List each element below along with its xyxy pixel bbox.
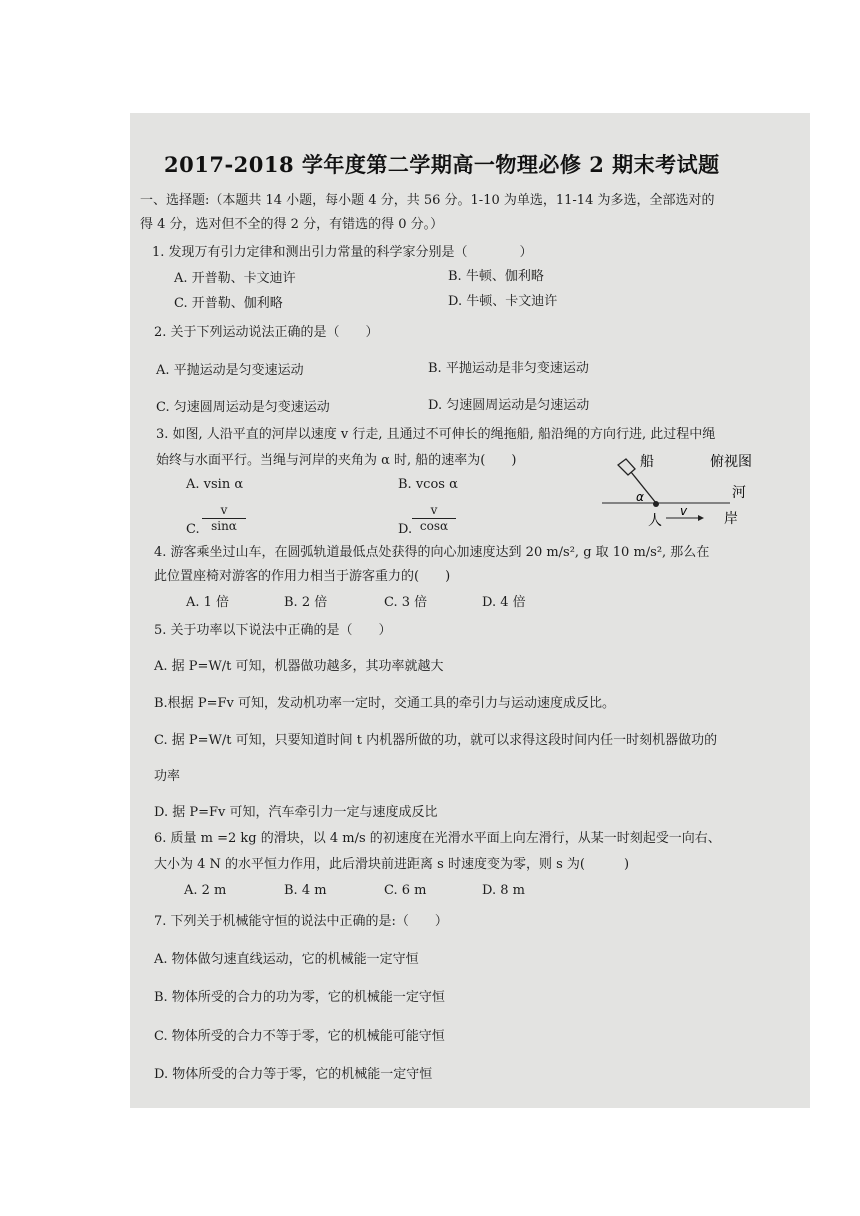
q6-option-a: A. 2 m	[184, 883, 227, 898]
section-instructions-line2: 得 4 分，选对但不全的得 2 分，有错选的得 0 分。）	[140, 217, 444, 232]
q5-option-a: A. 据 P=W/t 可知，机器做功越多，其功率就越大	[154, 659, 444, 674]
q2-stem: 2. 关于下列运动说法正确的是（ ）	[154, 325, 379, 340]
q6-option-c: C. 6 m	[384, 883, 427, 898]
q4-line1: 4. 游客乘坐过山车，在圆弧轨道最低点处获得的向心加速度达到 20 m/s², g 取 10 m/s², 那么在	[154, 545, 710, 560]
q1-stem: 1. 发现万有引力定律和测出引力常量的科学家分别是（ ）	[152, 245, 533, 260]
q2-option-a: A. 平抛运动是匀变速运动	[156, 363, 304, 378]
q4-line2: 此位置座椅对游客的作用力相当于游客重力的( )	[154, 569, 451, 584]
q4-option-a: A. 1 倍	[186, 595, 230, 610]
q1-option-c: C. 开普勒、伽利略	[174, 296, 283, 311]
q1-option-d: D. 牛顿、卡文迪许	[448, 294, 558, 309]
q3-option-d-denominator: cosα	[419, 519, 449, 533]
q6-option-d: D. 8 m	[482, 883, 525, 898]
q7-option-d: D. 物体所受的合力等于零，它的机械能一定守恒	[154, 1067, 433, 1082]
q3-option-c-label: C.	[186, 522, 200, 537]
q6-option-b: B. 4 m	[284, 883, 327, 898]
fig-boat-label: 船	[640, 454, 654, 470]
fig-person-label: 人	[648, 513, 662, 529]
velocity-arrowhead	[698, 515, 704, 521]
q3-option-a: A. vsin α	[186, 477, 244, 492]
q2-option-b: B. 平抛运动是非匀变速运动	[428, 361, 589, 376]
q3-option-c-numerator: v	[202, 503, 246, 519]
q1-option-b: B. 牛顿、伽利略	[448, 269, 544, 284]
fig-velocity-label: v	[680, 504, 688, 518]
q5-option-c-line1: C. 据 P=W/t 可知，只要知道时间 t 内机器所做的功，就可以求得这段时间内任一时刻机器做功的	[154, 733, 718, 748]
q3-option-c-denominator: sinα	[211, 519, 237, 533]
person-dot	[653, 501, 659, 507]
q2-option-d: D. 匀速圆周运动是匀速运动	[428, 398, 590, 413]
fig-view-label: 俯视图	[710, 454, 752, 470]
q3-boat-diagram	[596, 451, 796, 543]
q3-option-b: B. vcos α	[398, 477, 458, 492]
q4-option-b: B. 2 倍	[284, 595, 328, 610]
q2-option-c: C. 匀速圆周运动是匀变速运动	[156, 400, 330, 415]
q3-option-d-fraction	[412, 503, 456, 534]
q7-stem: 7. 下列关于机械能守恒的说法中正确的是:（ ）	[154, 914, 448, 929]
q7-option-a: A. 物体做匀速直线运动，它的机械能一定守恒	[154, 952, 419, 967]
q3-option-d-numerator: v	[412, 503, 456, 519]
q3-line2: 始终与水面平行。当绳与河岸的夹角为 α 时, 船的速率为( )	[156, 453, 517, 468]
q1-option-a: A. 开普勒、卡文迪许	[174, 271, 296, 286]
fig-bank-label: 岸	[724, 511, 738, 527]
fig-river-label: 河	[732, 485, 746, 501]
exam-title: 2017-2018 学年度第二学期高一物理必修 2 期末考试题	[164, 152, 720, 177]
boat-shape	[618, 459, 635, 475]
q3-line1: 3. 如图, 人沿平直的河岸以速度 v 行走, 且通过不可伸长的绳拖船, 船沿绳的方向行进, 此过程中绳	[156, 427, 716, 442]
q3-option-d-label: D.	[398, 522, 413, 537]
fig-angle-label: α	[636, 490, 644, 504]
q7-option-b: B. 物体所受的合力的功为零，它的机械能一定守恒	[154, 990, 445, 1005]
q6-line1: 6. 质量 m =2 kg 的滑块，以 4 m/s 的初速度在光滑水平面上向左滑行，从某一时刻起受一向右、	[154, 831, 721, 846]
q5-stem: 5. 关于功率以下说法中正确的是（ ）	[154, 623, 392, 638]
q5-option-b: B.根据 P=Fv 可知，发动机功率一定时，交通工具的牵引力与运动速度成反比。	[154, 696, 615, 711]
exam-paper	[130, 113, 810, 1108]
q3-option-c-fraction	[202, 503, 246, 534]
q4-option-c: C. 3 倍	[384, 595, 428, 610]
q7-option-c: C. 物体所受的合力不等于零，它的机械能可能守恒	[154, 1029, 445, 1044]
q5-option-c-line2: 功率	[154, 769, 181, 784]
q4-option-d: D. 4 倍	[482, 595, 526, 610]
section-instructions-line1: 一、选择题:（本题共 14 小题，每小题 4 分，共 56 分。1-10 为单选，11-14 为多选，全部选对的	[140, 193, 715, 208]
q6-line2: 大小为 4 N 的水平恒力作用，此后滑块前进距离 s 时速度变为零，则 s 为( )	[154, 857, 630, 872]
q5-option-d: D. 据 P=Fv 可知，汽车牵引力一定与速度成反比	[154, 805, 438, 820]
